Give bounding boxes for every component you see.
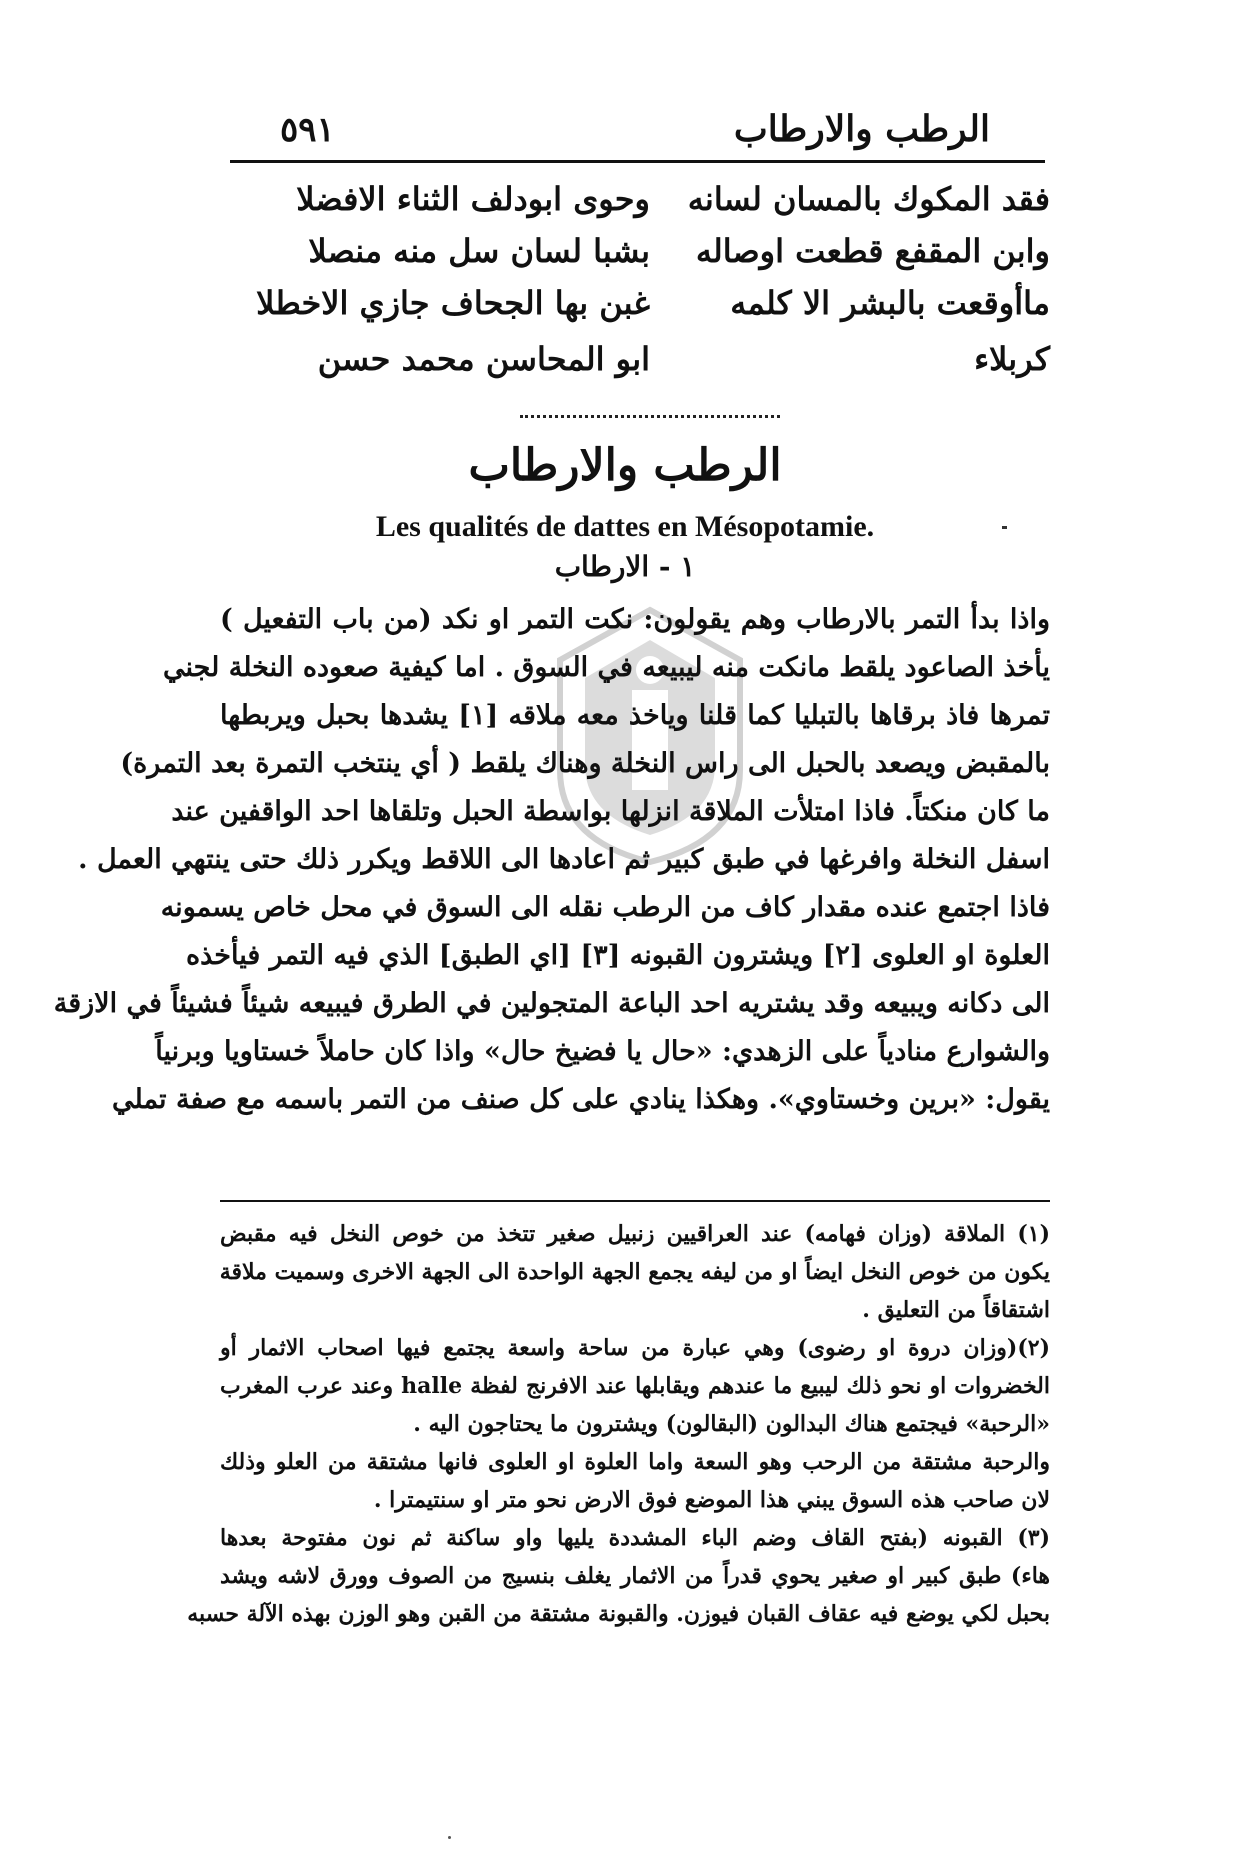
- body-line: ما كان منكتاً. فاذا امتلأت الملاقة انزلها بواسطة الحبل وتلقاها احد الواقفين عند: [171, 796, 1050, 827]
- header-rule: [230, 160, 1045, 163]
- poem-verse: [290, 180, 1050, 234]
- article-body: [53, 596, 1050, 1124]
- section-heading: ١ - الارطاب: [554, 550, 696, 583]
- poem: [256, 180, 1050, 420]
- poem-verse: [256, 284, 1050, 338]
- body-line: بالمقبض ويصعد بالحبل الى راس النخلة وهناك يلقط ( أي ينتخب التمرة بعد التمرة): [120, 748, 1050, 779]
- verse-second-hemistich: وحوى ابودلف الثناء الافضلا: [296, 180, 650, 218]
- footnotes: [187, 1215, 1050, 1633]
- body-line: يأخذ الصاعود يلقط مانكت منه ليبيعه في السوق . اما كيفية صعوده النخلة لجني: [163, 652, 1050, 683]
- footnote-line: «الرحبة» فيجتمع هناك البدالون (البقالون) ويشترون ما يحتاجون اليه .: [413, 1411, 1050, 1437]
- verse-second-hemistich: غبن بها الجحاف جازي الاخطلا: [256, 284, 650, 322]
- poem-signature: [290, 340, 1050, 394]
- body-line: العلوة او العلوى [٢] ويشترون القبونه [٣] [اي الطبق] الذي فيه التمر فيأخذه: [185, 940, 1050, 971]
- footnote-line: (٣) القبونه (بفتح القاف وضم الباء المشددة يليها واو ساكنة ثم نون مفتوحة بعدها: [220, 1525, 1050, 1551]
- footnote-line: يكون من خوص النخل ايضاً او من ليفه يجمع الجهة الواحدة الى الجهة الاخرى وسميت ملاقة: [219, 1259, 1050, 1285]
- poem-verse: [290, 232, 1050, 286]
- stray-mark: [1002, 526, 1007, 529]
- body-line: يقول: «برين وخستاوي». وهكذا ينادي على كل صنف من التمر باسمه مع صفة تملي: [112, 1084, 1050, 1115]
- verse-first-hemistich: فقد المكوك بالمسان لسانه: [687, 180, 1050, 218]
- author-name: ابو المحاسن محمد حسن: [317, 340, 650, 378]
- footnote-line: (١) الملاقة (وزان فهامه) عند العراقيين زنبيل صغير تتخذ من خوص النخل فيه مقبض: [220, 1221, 1050, 1247]
- body-line: فاذا اجتمع عنده مقدار كاف من الرطب نقله الى السوق في محل خاص يسمونه: [160, 892, 1050, 923]
- footnote-line: لان صاحب هذه السوق يبني هذا الموضع فوق الارض نحو متر او سنتيمترا .: [373, 1487, 1050, 1513]
- body-line: تمرها فاذ برقاها بالتبليا كما قلنا وياخذ معه ملاقه [١] يشدها بحبل ويربطها: [220, 700, 1050, 731]
- verse-first-hemistich: ماأوقعت بالبشر الا كلمه: [730, 284, 1050, 322]
- page-header: [250, 100, 1030, 158]
- footnote-line: الخضروات او نحو ذلك ليبيع ما عندهم ويقابلها عند الافرنج لفظة halle وعند عرب المغرب: [220, 1373, 1050, 1399]
- footnote-line: اشتقاقاً من التعليق .: [862, 1297, 1050, 1323]
- body-line: اسفل النخلة وافرغها في طبق كبير ثم اعادها الى اللاقط ويكرر ذلك حتى ينتهي العمل .: [78, 844, 1050, 875]
- body-line: الى دكانه ويبيعه وقد يشتريه احد الباعة المتجولين في الطرق فيبيعه شيئاً فشيئاً في الازقة: [53, 988, 1050, 1019]
- verse-second-hemistich: بشبا لسان سل منه منصلا: [308, 232, 650, 270]
- footnote-line: والرحبة مشتقة من الرحب وهو السعة واما العلوة او العلوى فانها مشتقة من العلو وذلك: [220, 1449, 1050, 1475]
- page-number: ٥٩١: [280, 110, 335, 150]
- footnote-line: (٢)(وزان دروة او رضوى) وهي عبارة من ساحة واسعة يجتمع فيها اصحاب الاثمار أو: [220, 1335, 1050, 1361]
- body-line: واذا بدأ التمر بالارطاب وهم يقولون: نكت التمر او نكد (من باب التفعيل ): [220, 604, 1050, 635]
- section-divider: [520, 415, 780, 418]
- body-line: والشوارع منادياً على الزهدي: «حال يا فضيخ حال» واذا كان حاملاً خستاويا وبرنياً: [155, 1036, 1050, 1067]
- place-name: كربلاء: [974, 340, 1050, 378]
- article-latin-title: Les qualités de dattes en Mésopotamie.: [375, 510, 875, 543]
- footnote-rule: [220, 1200, 1050, 1202]
- footnote-line: هاء) طبق كبير او صغير يحوي قدراً من الاثمار يغلف بنسيج من الصوف وورق لاشه ويشد: [220, 1563, 1050, 1589]
- verse-first-hemistich: وابن المقفع قطعت اوصاله: [695, 232, 1050, 270]
- stray-mark: [448, 1836, 451, 1839]
- footnote-line: بحبل لكي يوضع فيه عقاف القبان فيوزن. والقبونة مشتقة من القبن وهو الوزن بهذه الآلة حسبه: [187, 1601, 1050, 1627]
- running-title: الرطب والارطاب: [733, 108, 990, 150]
- article-title: الرطب والارطاب: [468, 440, 782, 491]
